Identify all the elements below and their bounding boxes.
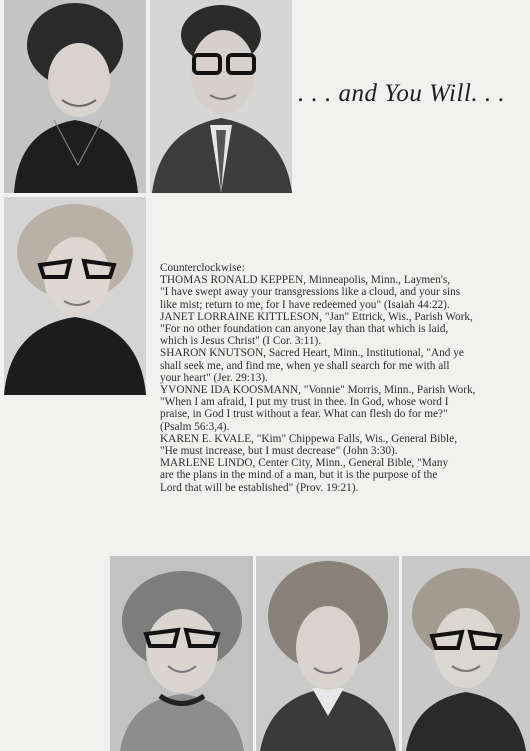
caption-line: shall seek me, and find me, when ye shall search for me with all (160, 359, 450, 372)
caption-line: YVONNE IDA KOOSMANN, "Vonnie" Morris, Minn., Parish Work, (160, 384, 476, 397)
caption-line: which is Jesus Christ" (I Cor. 3:11). (160, 335, 322, 348)
caption-line: are the plans in the mind of a man, but it is the purpose of the (160, 469, 438, 482)
caption-line: like mist; return to me, for I have redeemed you" (Isaiah 44:22). (160, 298, 450, 311)
caption-line: "He must increase, but I must decrease" (John 3:30). (160, 445, 398, 458)
caption-line: SHARON KNUTSON, Sacred Heart, Minn., Institutional, "And ye (160, 347, 464, 360)
caption-line: THOMAS RONALD KEPPEN, Minneapolis, Minn., Laymen's, (160, 274, 451, 287)
portrait-woman-bouffant (256, 556, 399, 751)
portrait-woman-cat-eye-glasses (4, 197, 146, 395)
portrait-woman-dark-hair (4, 0, 146, 193)
caption-line: Lord that will be established" (Prov. 19:21). (160, 481, 359, 494)
caption-line: Counterclockwise: (160, 262, 245, 274)
portrait-woman-curly-glasses (402, 556, 530, 751)
caption-line: your heart" (Jer. 29:13). (160, 371, 268, 384)
caption-line: KAREN E. KVALE, "Kim" Chippewa Falls, Wis., General Bible, (160, 432, 458, 445)
caption-line: praise, in God I trust without a fear. What can flesh do for me?" (160, 408, 448, 421)
caption-line: MARLENE LINDO, Center City, Minn., General Bible, "Many (160, 457, 449, 470)
portrait-man-glasses (150, 0, 292, 193)
caption-line: JANET LORRAINE KITTLESON, "Jan" Ettrick, Wis., Parish Work, (160, 310, 473, 323)
caption-line: "When I am afraid, I put my trust in thee. In God, whose word I (160, 396, 449, 409)
caption-line: "I have swept away your transgressions like a cloud, and your sins (160, 286, 461, 299)
caption-line: (Psalm 56:3,4). (160, 420, 230, 433)
caption-line: "For no other foundation can anyone lay than that which is laid, (160, 323, 449, 336)
portrait-woman-bouffant-glasses (110, 556, 253, 751)
page-title: . . . and You Will. . . (298, 80, 506, 107)
caption-block (160, 262, 528, 494)
